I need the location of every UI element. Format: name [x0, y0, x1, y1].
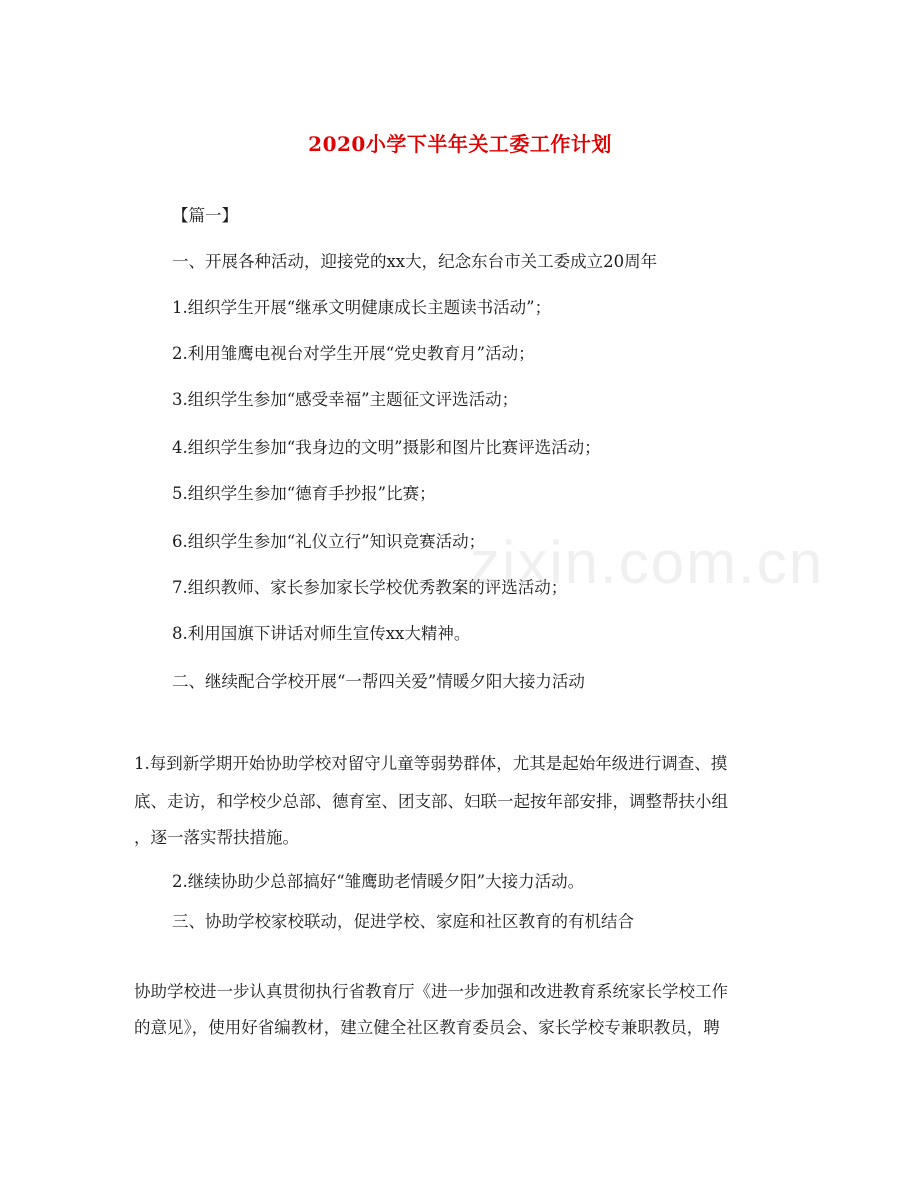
list-item: 1.组织学生开展“继承文明健康成长主题读书活动”； — [172, 298, 552, 317]
paragraph-line: ，逐一落实帮扶措施。 — [134, 828, 299, 847]
paragraph-line: 底、走访，和学校少总部、德育室、团支部、妇联一起按年部安排，调整帮扶小组 — [134, 792, 728, 811]
list-item: 7.组织教师、家长参加家长学校优秀教案的评选活动； — [172, 578, 568, 597]
list-item: 3.组织学生参加“感受幸福”主题征文评选活动； — [172, 390, 519, 409]
list-item: 4.组织学生参加“我身边的文明”摄影和图片比赛评选活动； — [172, 438, 601, 457]
list-item: 2.继续协助少总部搞好“雏鹰助老情暖夕阳”大接力活动。 — [172, 872, 585, 891]
list-item: 6.组织学生参加“礼仪立行”知识竞赛活动； — [172, 532, 486, 551]
paragraph-line: 1.每到新学期开始协助学校对留守儿童等弱势群体，尤其是起始年级进行调查、摸 — [134, 754, 728, 773]
heading-2: 二、继续配合学校开展“一帮四关爱”情暖夕阳大接力活动 — [172, 672, 585, 691]
list-item: 8.利用国旗下讲话对师生宣传xx大精神。 — [172, 624, 471, 643]
heading-1: 一、开展各种活动，迎接党的xx大，纪念东台市关工委成立20周年 — [172, 252, 658, 271]
section-label: 【篇一】 — [172, 206, 238, 225]
paragraph-line: 的意见》，使用好省编教材，建立健全社区教育委员会、家长学校专兼职教员，聘 — [134, 1018, 720, 1037]
document-title: 2020小学下半年关工委工作计划 — [308, 132, 612, 156]
list-item: 5.组织学生参加“德育手抄报”比赛； — [172, 484, 436, 503]
watermark: zixin.com.cn — [470, 529, 825, 596]
list-item: 2.利用雏鹰电视台对学生开展“党史教育月”活动； — [172, 344, 535, 363]
paragraph-line: 协助学校进一步认真贯彻执行省教育厅《进一步加强和改进教育系统家长学校工作 — [134, 982, 728, 1001]
heading-3: 三、协助学校家校联动，促进学校、家庭和社区教育的有机结合 — [172, 912, 634, 931]
